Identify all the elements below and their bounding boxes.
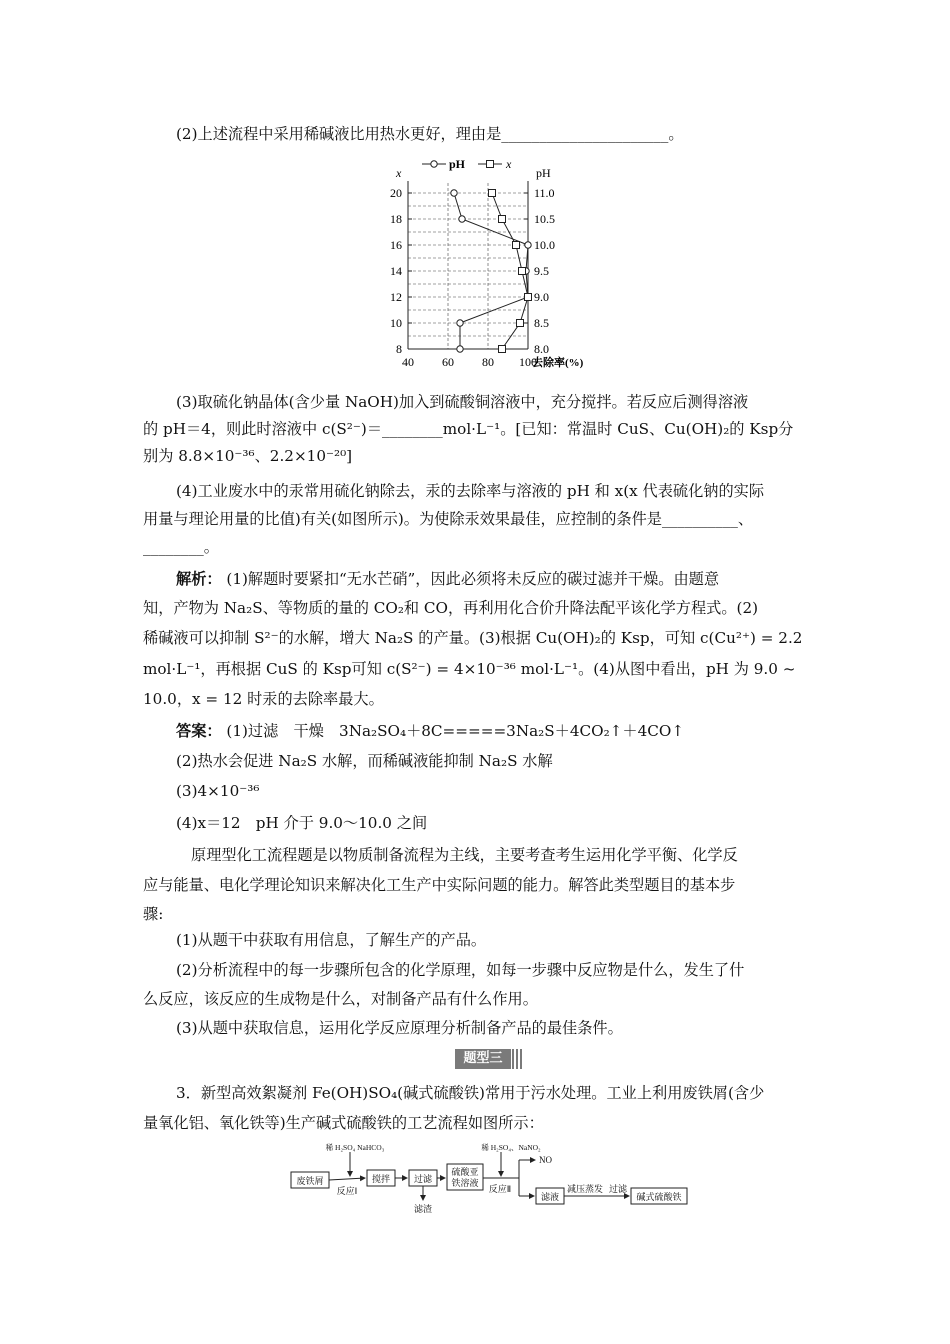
chart-left-tick-label: 8 [396, 342, 402, 356]
series-x-point [499, 216, 506, 223]
flow-label-filter2: 过滤 [608, 1184, 628, 1194]
legend-x-marker [487, 161, 494, 168]
analysis-text-1: (1)解题时要紧扣“无水芒硝”，因此必须将未反应的碳过滤并干燥。由题意 [221, 570, 720, 588]
series-x-point [517, 320, 524, 327]
chart-left-tick-label: 20 [390, 186, 402, 200]
mercury-removal-chart [360, 150, 600, 382]
series-pH-point [451, 190, 457, 196]
question-4-line-1: (4)工业废水中的汞常用硫化钠除去，汞的去除率与溶液的 pH 和 x(x 代表硫化钠的实际 [176, 482, 765, 500]
question-3-line-1: (3)取硫化钠晶体(含少量 NaOH)加入到硫酸铜溶液中，充分搅拌。若反应后测得溶液 [176, 393, 749, 411]
flow-label-filter: 过滤 [413, 1174, 433, 1184]
flow-label-reaction1: 反应Ⅰ [336, 1186, 358, 1196]
summary-line-2: 应与能量、电化学理论知识来解决化工生产中实际问题的能力。解答此类型题目的基本步 [143, 876, 736, 894]
analysis-line-3: 稀碱液可以抑制 S²⁻的水解，增大 Na₂S 的产量。(3)根据 Cu(OH)₂的 Ksp，可知 c(Cu²⁺) = 2.2 [143, 629, 803, 647]
flow-label-stir: 搅拌 [371, 1174, 391, 1184]
flow-label-reaction2: 反应Ⅱ [488, 1184, 512, 1194]
chart-right-tick-label: 11.0 [534, 186, 555, 200]
flow-label-ferrous-2: 铁溶液 [451, 1178, 479, 1188]
question-3-line-3: 别为 8.8×10⁻³⁶、2.2×10⁻²⁰] [143, 447, 353, 465]
summary-line-1: 原理型化工流程题是以物质制备流程为主线，主要考查考生运用化学平衡、化学反 [191, 846, 738, 864]
question-2-text: (2)上述流程中采用稀碱液比用热水更好，理由是______________________。 [176, 125, 684, 143]
question-three-line-2: 量氧化铝、氧化铁等)生产碱式硫酸铁的工艺流程如图所示： [143, 1114, 544, 1132]
step-1: (1)从题干中获取有用信息，了解生产的产品。 [176, 931, 487, 949]
chart-right-tick-label: 9.5 [534, 264, 549, 278]
question-4-line-2: 用量与理论用量的比值)有关(如图所示)。为使除汞效果最佳，应控制的条件是__________、 [143, 510, 754, 528]
series-x-point [489, 190, 496, 197]
analysis-label: 解析： [176, 570, 222, 588]
question-three-line-1: 3．新型高效絮凝剂 Fe(OH)SO₄(碱式硫酸铁)常用于污水处理。工业上利用废铁屑(含少 [176, 1084, 765, 1102]
flow-label-scrap: 废铁屑 [296, 1176, 324, 1186]
flow-label-ferrous-1: 硫酸亚 [451, 1167, 479, 1177]
series-x-point [519, 268, 526, 275]
chart-right-tick-label: 10.0 [534, 238, 555, 252]
flow-label-reagents2: 稀 H₂SO₄、NaNO₂ [481, 1143, 541, 1152]
flow-label-residue: 滤渣 [413, 1204, 433, 1214]
step-2-line-2: 么反应，该反应的生成物是什么，对制备产品有什么作用。 [143, 990, 538, 1008]
chart-right-tick-label: 9.0 [534, 290, 549, 304]
series-pH-point [525, 242, 531, 248]
legend-ph-marker [431, 161, 437, 167]
series-x-point [499, 346, 506, 353]
series-pH-point [457, 320, 463, 326]
flow-label-evap: 减压蒸发 [566, 1184, 604, 1194]
chart-left-tick-label: 18 [390, 212, 402, 226]
chart-right-tick-label: 8.5 [534, 316, 549, 330]
answer-label: 答案： [176, 722, 222, 740]
chart-right-tick-label: 10.5 [534, 212, 555, 226]
answer-line-4: (4)x＝12 pH 介于 9.0～10.0 之间 [176, 814, 428, 832]
analysis-line-1 [176, 568, 719, 590]
series-pH-point [459, 216, 465, 222]
answer-line-3: (3)4×10⁻³⁶ [176, 782, 260, 800]
chart-left-tick-label: 10 [390, 316, 402, 330]
flow-label-filtrate: 滤液 [540, 1192, 560, 1202]
chart-x-tick-label: 60 [442, 355, 454, 369]
analysis-line-4: mol·L⁻¹，再根据 CuS 的 Ksp可知 c(S²⁻) = 4×10⁻³⁶ mol·L⁻¹。(4)从图中看出，pH 为 9.0 ~ [143, 660, 796, 678]
question-3-line-2: 的 pH＝4，则此时溶液中 c(S²⁻)＝________mol·L⁻¹。[已知：常温时 CuS、Cu(OH)₂的 Ksp分 [143, 420, 794, 438]
series-x-point [525, 294, 532, 301]
question-4-line-3: ________。 [143, 538, 219, 556]
chart-left-tick-label: 12 [390, 290, 402, 304]
chart-x-tick-label: 100 [519, 355, 537, 369]
chart-right-tick-label: 8.0 [534, 342, 549, 356]
summary-line-3: 骤: [143, 905, 164, 923]
step-2-line-1: (2)分析流程中的每一步骤所包含的化学原理，如每一步骤中反应物是什么，发生了什 [176, 961, 745, 979]
flow-label-reagents1: 稀 H₂SO₄ NaHCO₃ [325, 1143, 385, 1152]
answer-text-1: (1)过滤 干燥 3Na₂SO₄＋8C=====3Na₂S＋4CO₂↑＋4CO↑ [221, 722, 685, 740]
section-badge-stripes [512, 1049, 524, 1069]
chart-left-tick-label: 14 [390, 264, 402, 278]
legend-ph-label: pH [449, 157, 466, 171]
section-badge: 题型三 [455, 1049, 511, 1069]
process-flow-diagram [285, 1140, 705, 1220]
series-x-point [513, 242, 520, 249]
analysis-line-5: 10.0，x = 12 时汞的去除率最大。 [143, 690, 384, 708]
chart-right-axis-title: pH [536, 166, 551, 180]
chart-x-tick-label: 40 [402, 355, 414, 369]
chart-left-tick-label: 16 [390, 238, 402, 252]
answer-line-1 [176, 720, 684, 742]
chart-left-axis-title: x [396, 166, 402, 180]
flow-label-no: NO [539, 1155, 552, 1165]
chart-x-tick-label: 80 [482, 355, 494, 369]
step-3: (3)从题中获取信息，运用化学反应原理分析制备产品的最佳条件。 [176, 1019, 623, 1037]
answer-line-2: (2)热水会促进 Na₂S 水解，而稀碱液能抑制 Na₂S 水解 [176, 752, 553, 770]
legend-x-label: x [506, 157, 512, 171]
analysis-line-2: 知，产物为 Na₂S、等物质的量的 CO₂和 CO，再利用化合价升降法配平该化学方程式。(2) [143, 599, 759, 617]
flow-label-product: 碱式硫酸铁 [636, 1192, 682, 1202]
chart-x-axis-title: 去除率(%) [532, 357, 584, 369]
series-pH-point [457, 346, 463, 352]
